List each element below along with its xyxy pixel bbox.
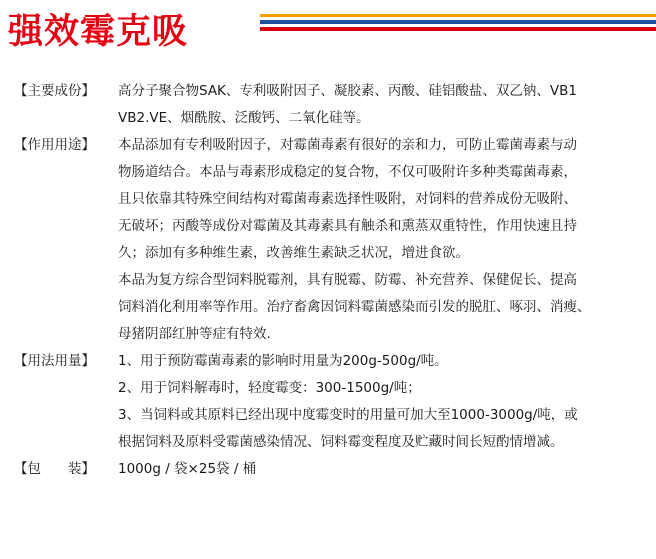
function-line: 本品添加有专利吸附因子，对霉菌毒素有很好的亲和力，可防止霉菌毒素与动 xyxy=(118,137,577,153)
function-label: 【作用用途】 xyxy=(14,137,95,153)
function-line: 饲料消化利用率等作用。治疗畜禽因饲料霉菌感染而引发的脱肛、啄羽、消瘦、 xyxy=(118,299,591,315)
ingredients-line: VB2.VE、烟酰胺、泛酸钙、二氧化硅等。 xyxy=(118,110,370,126)
function-line: 且只依靠其特殊空间结构对霉菌毒素选择性吸附，对饲料的营养成份无吸附、 xyxy=(118,191,577,207)
package-label: 【包 装】 xyxy=(14,461,95,477)
package-text: 1000g / 袋×25袋 / 桶 xyxy=(118,461,257,477)
ingredients-line: 高分子聚合物SAK、专利吸附因子、凝胶素、丙酸、硅铝酸盐、双乙钠、VB1 xyxy=(118,83,577,99)
dosage-line: 2、用于饲料解毒时，轻度霉变：300-1500g/吨； xyxy=(118,380,421,396)
function-body xyxy=(118,132,650,348)
stripe-orange xyxy=(260,14,656,17)
product-description xyxy=(14,78,650,483)
function-line: 久；添加有多种维生素，改善维生素缺乏状况，增进食欲。 xyxy=(118,245,469,261)
function-line: 本品为复方综合型饲料脱霉剂，具有脱霉、防霉、补充营养、保健促长、提高 xyxy=(118,272,577,288)
stripe-red xyxy=(260,27,656,31)
stripe-blue xyxy=(260,20,656,24)
dosage-line: 1、用于预防霉菌毒素的影响时用量为200g-500g/吨。 xyxy=(118,353,448,369)
function-line: 母猪阴部红肿等症有特效. xyxy=(118,326,271,342)
dosage-label: 【用法用量】 xyxy=(14,353,95,369)
section-function xyxy=(14,132,650,348)
section-dosage xyxy=(14,348,650,456)
dosage-line: 根据饲料及原料受霉菌感染情况、饲料霉变程度及贮藏时间长短酌情增减。 xyxy=(118,434,564,450)
ingredients-label: 【主要成份】 xyxy=(14,83,95,99)
dosage-line: 3、当饲料或其原料已经出现中度霉变时的用量可加大至1000-3000g/吨，或 xyxy=(118,407,578,423)
product-title: 强效霉克吸 xyxy=(8,12,189,52)
ingredients-body xyxy=(118,78,650,132)
function-line: 物肠道结合。本品与毒素形成稳定的复合物，不仅可吸附许多种类霉菌毒素， xyxy=(118,164,577,180)
decorative-stripes xyxy=(260,14,656,34)
function-line: 无破坏；丙酸等成份对霉菌及其毒素具有触杀和熏蒸双重特性，作用快速且持 xyxy=(118,218,577,234)
package-body xyxy=(118,456,650,483)
section-ingredients xyxy=(14,78,650,132)
section-package xyxy=(14,456,650,483)
dosage-body xyxy=(118,348,650,456)
